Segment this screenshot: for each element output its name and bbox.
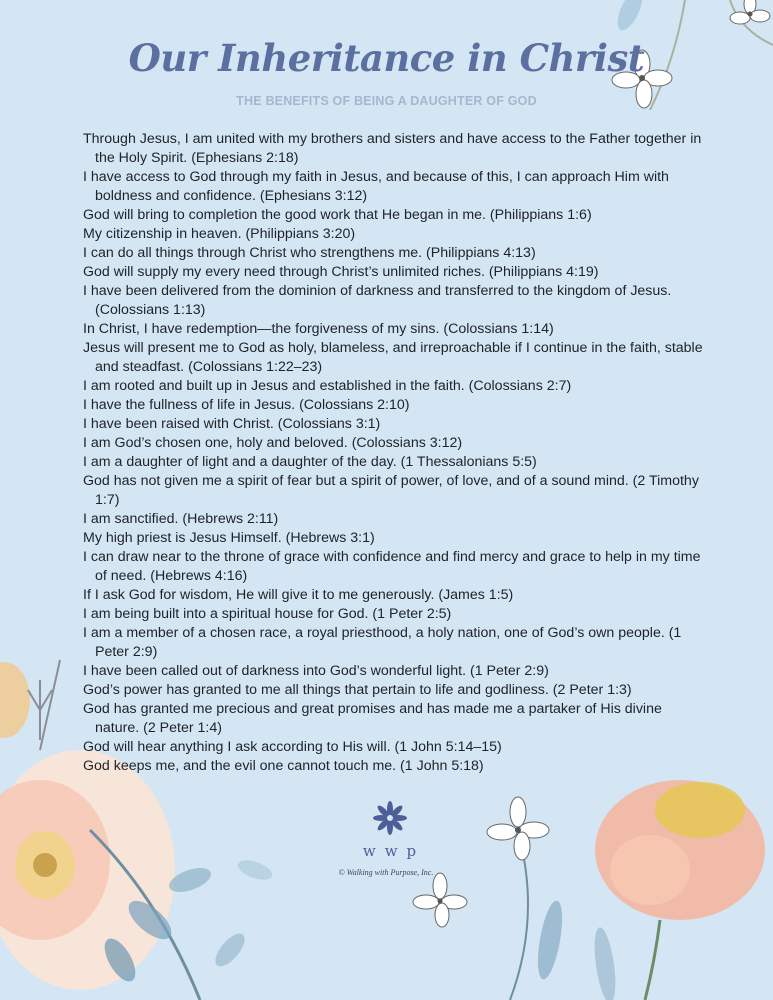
benefit-item: God has granted me precious and great promises and has made me a partaker of His divine nature. (2 Peter 1:4) — [83, 701, 662, 736]
wwp-logo — [340, 800, 440, 860]
benefit-item: God’s power has granted to me all things that pertain to life and godliness. (2 Peter 1:3) — [83, 682, 632, 698]
benefit-item: In Christ, I have redemption—the forgiveness of my sins. (Colossians 1:14) — [83, 321, 554, 337]
benefit-item: I have been called out of darkness into God’s wonderful light. (1 Peter 2:9) — [83, 663, 549, 679]
benefit-item: I am sanctified. (Hebrews 2:11) — [83, 511, 279, 527]
benefit-item: I have access to God through my faith in Jesus, and because of this, I can approach Him with boldness and confidence. (Ephesians 3:12) — [83, 169, 669, 204]
benefit-item: God has not given me a spirit of fear but a spirit of power, of love, and of a sound mind. (2 Timothy 1:7) — [83, 473, 699, 508]
benefit-item: I am rooted and built up in Jesus and established in the faith. (Colossians 2:7) — [83, 378, 572, 394]
page-subtitle: THE BENEFITS OF BEING A DAUGHTER OF GOD — [236, 94, 537, 108]
benefit-item: I am being built into a spiritual house for God. (1 Peter 2:5) — [83, 606, 452, 622]
benefit-item: I have been delivered from the dominion of darkness and transferred to the kingdom of Jesus. (Colossians 1:13) — [83, 283, 672, 318]
page-title: Our Inheritance in Christ — [128, 36, 645, 80]
benefit-item: If I ask God for wisdom, He will give it to me generously. (James 1:5) — [83, 587, 514, 603]
benefit-item: God will bring to completion the good work that He began in me. (Philippians 1:6) — [83, 207, 592, 223]
benefit-item: I have the fullness of life in Jesus. (Colossians 2:10) — [83, 397, 410, 413]
benefit-item: God will hear anything I ask according to His will. (1 John 5:14–15) — [83, 739, 502, 755]
copyright-notice: © Walking with Purpose, Inc. — [338, 868, 434, 877]
benefit-item: I can draw near to the throne of grace with confidence and find mercy and grace to help in my time of need. (Hebrews 4:16) — [83, 549, 701, 584]
benefit-item: My high priest is Jesus Himself. (Hebrews 3:1) — [83, 530, 375, 546]
benefit-item: I am a daughter of light and a daughter of the day. (1 Thessalonians 5:5) — [83, 454, 537, 470]
logo-wordmark: wwp — [362, 842, 426, 860]
benefit-item: I have been raised with Christ. (Colossians 3:1) — [83, 416, 381, 432]
benefit-item: Through Jesus, I am united with my brothers and sisters and have access to the Father together in the Holy Spirit. (Ephesians 2:18) — [83, 131, 702, 166]
benefits-list — [83, 130, 707, 776]
benefit-item: My citizenship in heaven. (Philippians 3:20) — [83, 226, 356, 242]
benefit-item: I am God’s chosen one, holy and beloved. (Colossians 3:12) — [83, 435, 463, 451]
benefit-item: I am a member of a chosen race, a royal priesthood, a holy nation, one of God’s own people. (1 Peter 2:9) — [83, 625, 682, 660]
benefit-item: I can do all things through Christ who strengthens me. (Philippians 4:13) — [83, 245, 536, 261]
benefit-item: Jesus will present me to God as holy, blameless, and irreproachable if I continue in the faith, stable and steadfast. (Colossians 1:22–23) — [83, 340, 703, 375]
benefit-item: God will supply my every need through Christ’s unlimited riches. (Philippians 4:19) — [83, 264, 599, 280]
bottom-right-flower-illustration — [400, 770, 773, 1000]
benefit-item: God keeps me, and the evil one cannot touch me. (1 John 5:18) — [83, 758, 484, 774]
flower-logo-icon — [372, 800, 408, 836]
